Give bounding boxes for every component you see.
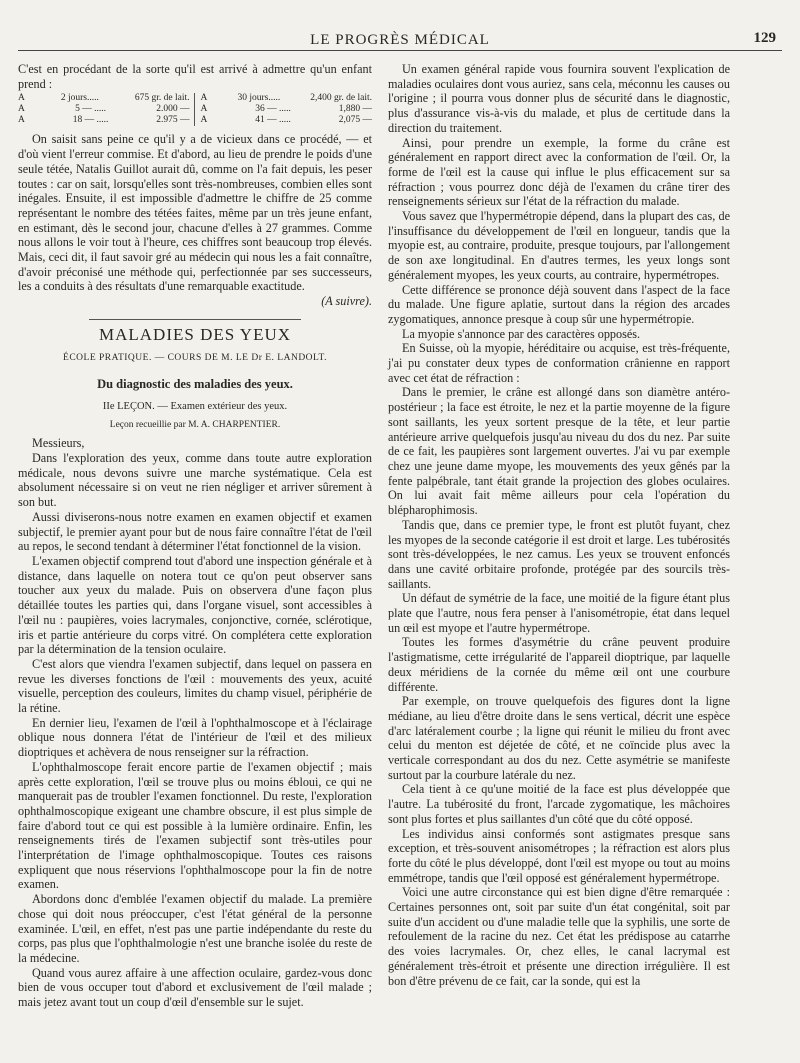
table-cell: A <box>18 93 25 104</box>
paragraph: Quand vous aurez affaire à une affection oculaire, gardez-vous donc bien de vous occuper tout d'abord et exclusivement de l'œil malade ; mais jetez avant tout un coup d'œil d'ensemble sur le sujet. <box>18 965 372 1010</box>
table-cell: A <box>18 104 25 115</box>
left-column <box>18 62 372 1010</box>
table-cell: A <box>18 115 25 126</box>
table-cell: 18 — ..... <box>72 115 109 126</box>
paragraph: Les individus ainsi conformés sont astigmates presque sans exception, et très-souvent anisométropes ; la réfraction est alors plus forte du côté le plus développé, dont l'œil est myope ou tout au moins emmétrope, tandis que l'œil opposé est généralement hypermétrope. <box>388 826 730 885</box>
journal-title: LE PROGRÈS MÉDICAL <box>310 32 490 48</box>
table-row <box>18 115 190 126</box>
table-left-half <box>18 93 195 126</box>
table-cell: 30 jours..... <box>237 93 281 104</box>
a-suivre-note <box>18 294 372 309</box>
recueil-line: Leçon recueillie par M. A. CHARPENTIER. <box>109 419 281 430</box>
table-cell: A <box>200 115 208 126</box>
table-cell: 2.000 — <box>156 104 190 115</box>
paragraph: L'examen objectif comprend tout d'abord une inspection générale et à distance, dans laquelle on notera tout ce qu'on peut observer sans toucher aux yeux du malade. Puis on observera d'une façon plus détaillée toutes les parties qui, dans l'organe visuel, sont accessibles à l'œil nu : paupières, voies lacrymales, conjonctive, cornée, sclérotique, iris et partie antérieure du corps vitré. On complétera cette exploration par la détermination de la tension oculaire. <box>18 553 372 657</box>
table-cell: 36 — ..... <box>255 104 291 115</box>
table-row <box>18 93 190 104</box>
paragraph: La myopie s'annonce par des caractères opposés. <box>402 326 641 341</box>
paragraph: En dernier lieu, l'examen de l'œil à l'ophthalmoscope et à l'éclairage oblique nous donnera l'état de l'intérieur de l'œil et des milieux dioptriques et achèvera de nous renseigner sur la réfraction. <box>18 715 372 760</box>
page-number: 129 <box>753 30 776 46</box>
table-cell: A <box>200 104 208 115</box>
course-line: ÉCOLE PRATIQUE. — COURS DE M. LE Dr E. LANDOLT. <box>63 352 327 363</box>
paragraph: L'ophthalmoscope ferait encore partie de l'examen objectif ; mais après cette exploration, l'œil se trouve plus ou moins ébloui, ce qui ne manquerait pas de troubler l'examen fonctionnel. Du reste, l'exploration ophthalmoscopique exigeant une chambre obscure, il est plus simple de faire d'abord tout ce qui est possible à la lumière ordinaire. Enfin, les renseignements tirés de l'examen subjectif sont très-utiles pour l'interprétation de l'image ophthalmoscopique. Toutes ces raisons expliquent que nous réservions l'ophthalmoscope pour la fin de notre examen. <box>18 759 372 892</box>
paragraph: C'est alors que viendra l'examen subjectif, dans lequel on passera en revue les diverses fonctions de l'œil : mouvements des yeux, acuité visuelle, perception des couleurs, limites du champ visuel, périphérie de la rétine. <box>18 656 372 716</box>
table-cell: 5 — ..... <box>75 104 106 115</box>
paragraph: Dans le premier, le crâne est allongé dans son diamètre antéro-postérieur ; la face est étroite, le nez et la partie moyenne de la figure sont saillants, les yeux sortent presque de la tête, et leur partie antérieure arrive quelquefois jusqu'au niveau du dos du nez. Par suite de ce fait, les paupières sont largement ouvertes. J'ai vu par exemple chez une jeune dame myope, les mouvements des yeux gênés par la fente palpébrale, tant était grande la projection des globes oculaires. On lui avait fait même ailleurs pour cela l'opération du blépharophimosis. <box>388 385 730 518</box>
table-cell: 675 gr. de lait. <box>134 93 190 104</box>
table-cell: 2.975 — <box>156 115 190 126</box>
salutation: Messieurs, <box>32 436 85 451</box>
table-cell: 2,075 — <box>338 115 372 126</box>
lecon-line: IIe LEÇON. — Examen extérieur des yeux. <box>102 400 288 412</box>
a-suivre-text: (A suivre). <box>321 294 372 309</box>
intro-paragraph: C'est en procédant de la sorte qu'il est arrivé à admettre qu'un enfant prend : <box>18 62 372 91</box>
table-row <box>201 93 373 104</box>
paragraph: Cela tient à ce qu'une moitié de la face est plus développée que l'autre. La tubérosité du front, l'arcade zygomatique, les mâchoires sont plus fortes et plus saillantes d'un côté que du côté opposé. <box>388 782 730 826</box>
table-row <box>18 104 190 115</box>
table-right-half <box>201 93 373 126</box>
section-title <box>18 319 372 343</box>
table-cell: 2 jours..... <box>60 93 99 104</box>
paragraph: Ainsi, pour prendre un exemple, la forme du crâne est généralement en rapport direct avec la conformation de l'œil. Or, la forme de l'œil est la cause qui influe le plus efficacement sur sa réfraction ; vous pourrez donc déjà de l'examen du crâne tirer des renseignements sérieux sur l'état de la réfraction du malade. <box>388 135 730 209</box>
paragraph: Toutes les formes d'asymétrie du crâne peuvent produire l'astigmatisme, cette irrégularité de l'appareil dioptrique, par laquelle deux méridiens de la cornée du même œil ont une courbure différente. <box>388 635 730 694</box>
paragraph: Aussi diviserons-nous notre examen en examen objectif et examen subjectif, le premier ayant pour but de nous faire connaître l'état de l'œil au repos, le second tendant à déterminer l'état fonctionnel de la vision. <box>18 509 372 554</box>
paragraph: En Suisse, où la myopie, héréditaire ou acquise, est très-fréquente, j'ai pu constater deux types de conformation crânienne en rapport avec cet état de réfraction : <box>388 341 730 385</box>
paragraph: Abordons donc d'emblée l'examen objectif du malade. La première chose qui doit nous préoccuper, c'est l'état général de la personne examinée. L'œil, en effet, n'est pas une partie indépendante du reste du corps, pas plus que l'ophthalmologie n'est une branche isolée du reste de la médecine. <box>18 892 372 965</box>
table-cell: 2,400 gr. de lait. <box>310 93 372 104</box>
paragraph: Vous savez que l'hypermétropie dépend, dans la plupart des cas, de l'insuffisance du développement de l'œil en longueur, tandis que la myopie est, au contraire, produite, presque toujours, par l'allongement de son axe longitudinal. En d'autres termes, les yeux longs sont généralement myopes, les yeux courts, au contraire, hypermétropes. <box>388 209 730 282</box>
lecture-title: Du diagnostic des maladies des yeux. <box>97 377 293 392</box>
table-row <box>201 104 373 115</box>
paragraph: Par exemple, on trouve quelquefois des figures dont la ligne médiane, au lieu d'être droite dans le sens vertical, décrit une espèce d'arc latéralement courbe ; la ligne qui réunit le milieu du front avec celui du menton est déjetée de côté, et ne coïncide plus avec la verticale correspondant au dos du nez. Cette asymétrie se manifeste surtout par la courbure latérale du nez. <box>388 694 730 782</box>
page-header <box>18 30 782 51</box>
paragraph: Voici une autre circonstance qui est bien digne d'être remarquée : Certaines personnes ont, soit par suite d'un état congénital, soit par suite d'un accident ou d'une maladie telle que la syphilis, une sorte de refoulement de la racine du nez. Cet état les prédispose au catarrhe des voies lacrymales. Or, chez elles, le canal lacrymal est généralement très-étroit et présente une direction irrégulière. Il est bon d'être prévenu de ce fait, car la sonde, qui est la <box>388 885 730 988</box>
paragraph: Un examen général rapide vous fournira souvent l'explication de maladies oculaires dont vous auriez, sans cela, méconnu les causes ou l'origine ; il pourra vous donner plus de sécurité dans le diagnostic, plus d'assurance vis-à-vis du malade, et plus de certitude dans la direction du traitement. <box>388 62 730 135</box>
table-row <box>201 115 373 126</box>
paragraph: On saisit sans peine ce qu'il y a de vicieux dans ce procédé, — et d'où vient l'erreur commise. Et d'abord, au lieu de prendre le poids d'une seule tétée, Natalis Guillot aurait dû, comme on l'a fait depuis, les peser toutes : car on sait, lorsqu'elles sont très-nombreuses, combien elles sont inégales. Ensuite, il est impossible d'admettre le chiffre de 25 comme représentant le nombre des tétées faites, même par un très jeune enfant, en estimant, dès le second jour, chacune d'elles à 27 grammes. Comme nous allons le voir tout à l'heure, ces chiffres sont beaucoup trop élevés. Mais, ceci dit, il faut savoir gré au médecin qui nous les a fait connaître, d'avoir préconisé une méthode qui, perfectionnée par ses successeurs, les a conduits à des résultats d'une remarquable exactitude. <box>18 132 372 294</box>
table-cell: 1,880 — <box>338 104 372 115</box>
paragraph: Dans l'exploration des yeux, comme dans toute autre exploration médicale, nous devons suivre une marche systématique. Cela est absolument nécessaire si on veut ne rien négliger et arriver sûrement à son but. <box>18 451 372 510</box>
table-cell: 41 — ..... <box>255 115 291 126</box>
section-title-text: MALADIES DES YEUX <box>89 319 301 343</box>
milk-intake-table <box>18 93 372 126</box>
paragraph: Tandis que, dans ce premier type, le front est plutôt fuyant, chez les myopes de la seconde catégorie il est droit et large. Les tubérosités sont très-développées, le nez camus. Les yeux se trouvent enfoncés dans une cavité orbitaire profonde, protégée par des sourcils très-saillants. <box>388 517 730 591</box>
paragraph: Un défaut de symétrie de la face, une moitié de la figure étant plus plate que l'autre, nous fera penser à l'anisométropie, état dans lequel un œil est myope et l'autre hypermétrope. <box>388 591 730 635</box>
paragraph: Cette différence se prononce déjà souvent dans l'aspect de la face du malade. Une figure aplatie, surtout dans la région des arcades zygomatiques, annonce presque à coup sûr une hypermétropie. <box>388 282 730 326</box>
right-column <box>388 62 730 988</box>
table-cell: A <box>200 93 208 104</box>
